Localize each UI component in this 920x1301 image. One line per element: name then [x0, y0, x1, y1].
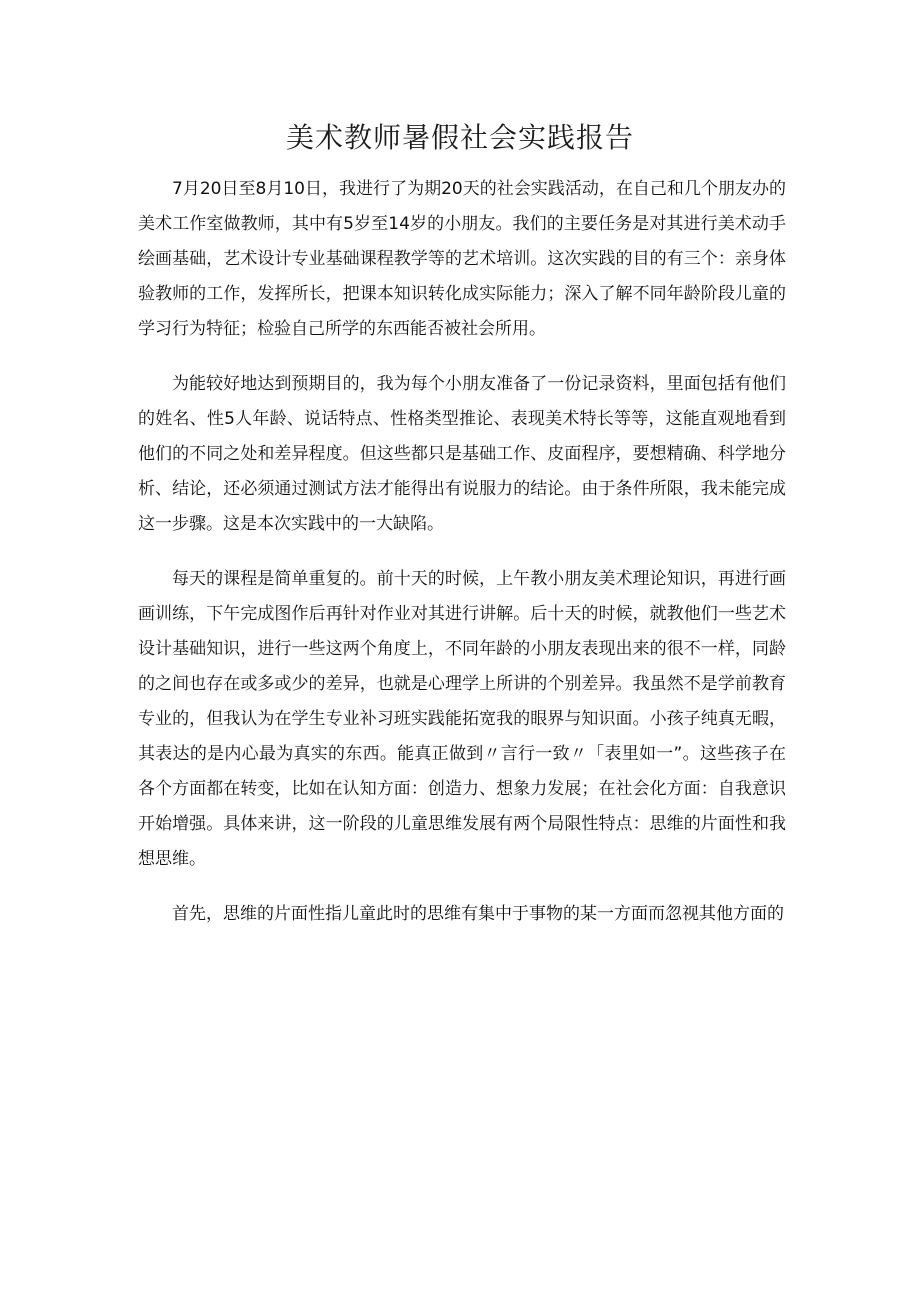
paragraph-3: 每天的课程是简单重复的。前十天的时候，上午教小朋友美术理论知识，再进行画画训练，下午完成图作后再针对作业对其进行讲解。后十天的时候，就教他们一些艺术设计基础知识，进行一些这两个角度上，不同年龄的小朋友表现出来的很不一样，同龄的之间也存在或多或少的差异，也就是心理学上所讲的个别差异。我虽然不是学前教育专业的，但我认为在学生专业补习班实践能拓宽我的眼界与知识面。小孩子纯真无暇，其表达的是内心最为真实的东西。能真正做到〃言行一致〃「表里如一”。这些孩子在各个方面都在转变，比如在认知方面：创造力、想象力发展；在社会化方面：自我意识开始增强。具体来讲，这一阶段的儿童思维发展有两个局限性特点：思维的片面性和我想思维。 [138, 569, 786, 869]
paragraph-2: 为能较好地达到预期目的，我为每个小朋友准备了一份记录资料，里面包括有他们的姓名、性5人年龄、说话特点、性格类型推论、表现美术特长等等，这能直观地看到他们的不同之处和差异程度。但这些都只是基础工作、皮面程序，要想精确、科学地分析、结论，还必须通过测试方法才能得出有说服力的结论。由于条件所限，我未能完成这一步骤。这是本次实践中的一大缺陷。 [138, 374, 786, 534]
document-title: 美术教师暑假社会实践报告 [285, 121, 634, 154]
document-body [138, 172, 786, 952]
paragraph-1: 7月20日至8月10日，我进行了为期20天的社会实践活动，在自己和几个朋友办的美术工作室做教师，其中有5岁至14岁的小朋友。我们的主要任务是对其进行美术动手绘画基础，艺术设计专业基础课程教学等的艺术培训。这次实践的目的有三个：亲身体验教师的工作，发挥所长，把课本知识转化成实际能力；深入了解不同年龄阶段儿童的学习行为特征；检验自己所学的东西能否被社会所用。 [138, 179, 786, 339]
paragraph-4: 首先，思维的片面性指儿童此时的思维有集中于事物的某一方面而忽视其他方面的 [172, 904, 784, 924]
